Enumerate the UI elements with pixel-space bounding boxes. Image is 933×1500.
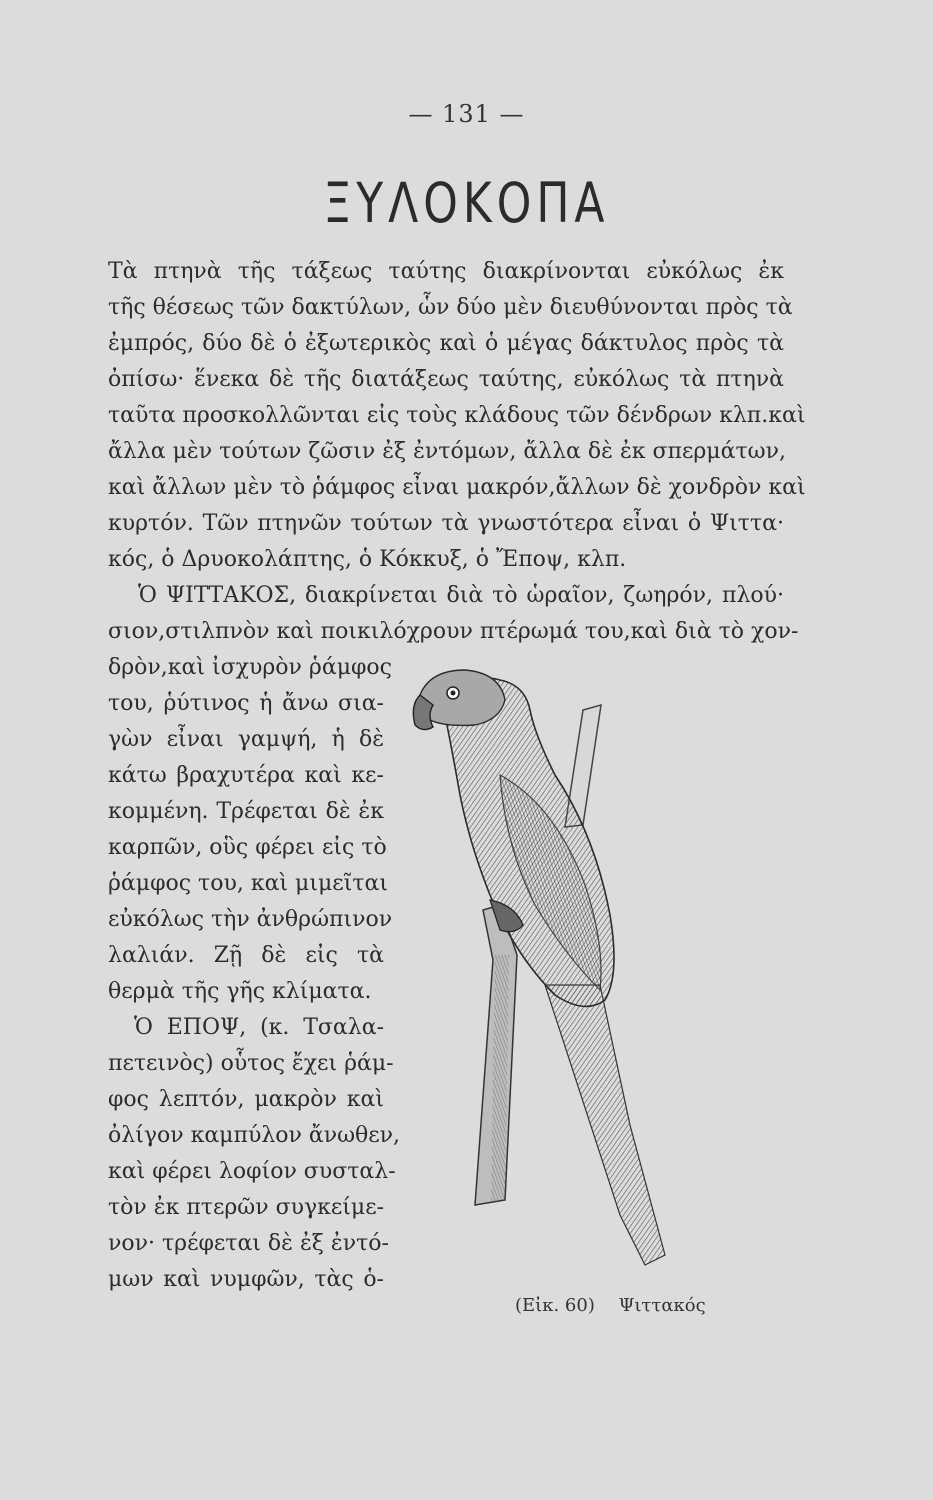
figure (405, 655, 785, 1275)
page-number: — 131 — (408, 100, 525, 128)
text-line: δρὸν,καὶ ἰσχυρὸν ῥάμφος (108, 655, 392, 680)
text-line: λαλιάν. Ζῇ δὲ εἰς τὰ (108, 943, 384, 968)
figure-caption (515, 1295, 724, 1316)
text-line: ὀλίγον καμπύλον ἄνωθεν, (108, 1123, 401, 1148)
figure-name: Ψιττακός (618, 1295, 706, 1316)
text-line: ἄλλα μὲν τούτων ζῶσιν ἐξ ἐντόμων, ἄλλα δὲ ἐκ σπερμάτων, (108, 439, 786, 464)
text-line: Τὰ πτηνὰ τῆς τάξεως ταύτης διακρίνονται εὐκόλως ἐκ (108, 259, 784, 284)
section-heading: ΞΥΛΟΚΟΠΑ (323, 172, 610, 236)
text-line: γὼν εἶναι γαμψή, ἡ δὲ (108, 727, 384, 752)
text-line: τῆς θέσεως τῶν δακτύλων, ὧν δύο μὲν διευθύνονται πρὸς τὰ (108, 295, 793, 320)
text-line: κάτω βραχυτέρα καὶ κε- (108, 763, 384, 788)
text-line: θερμὰ τῆς γῆς κλίματα. (108, 979, 372, 1004)
text-line: νον· τρέφεται δὲ ἐξ ἐντό- (108, 1231, 389, 1256)
text-line: εὐκόλως τὴν ἀνθρώπινον (108, 907, 393, 932)
text-line: σιον,στιλπνὸν καὶ ποικιλόχρουν πτέρωμά του,καὶ διὰ τὸ χον- (108, 619, 799, 644)
figure-number: (Εἰκ. 60) (515, 1295, 595, 1316)
text-line: Ὁ ΕΠΟΨ, (κ. Τσαλα- (134, 1015, 384, 1040)
text-line: ταῦτα προσκολλῶνται εἰς τοὺς κλάδους τῶν δένδρων κλπ.καὶ (108, 403, 806, 428)
text-line: καὶ φέρει λοφίον συσταλ- (108, 1159, 396, 1184)
text-line: καρπῶν, οὓς φέρει εἰς τὸ (108, 835, 387, 860)
text-line: του, ῥύτινος ἡ ἄνω σια- (108, 691, 384, 716)
text-line: πετεινὸς) οὗτος ἔχει ῥάμ- (108, 1051, 394, 1076)
text-line: ἐμπρός, δύο δὲ ὁ ἐξωτερικὸς καὶ ὁ μέγας δάκτυλος πρὸς τὰ (108, 331, 784, 356)
text-line: μων καὶ νυμφῶν, τὰς ὁ- (108, 1267, 384, 1292)
text-line: κός, ὁ Δρυοκολάπτης, ὁ Κόκκυξ, ὁ Ἔποψ, κλπ. (108, 547, 627, 572)
text-line: κομμένη. Τρέφεται δὲ ἐκ (108, 799, 384, 824)
text-line: κυρτόν. Τῶν πτηνῶν τούτων τὰ γνωστότερα εἶναι ὁ Ψιττα· (108, 511, 784, 536)
text-line: καὶ ἄλλων μὲν τὸ ῥάμφος εἶναι μακρόν,ἄλλων δὲ χονδρὸν καὶ (108, 475, 806, 500)
text-line: ὀπίσω· ἕνεκα δὲ τῆς διατάξεως ταύτης, εὐκόλως τὰ πτηνὰ (108, 367, 784, 392)
text-line: Ὁ ΨΙΤΤΑΚΟΣ, διακρίνεται διὰ τὸ ὡραῖον, ζωηρόν, πλού· (138, 583, 784, 608)
text-line: ῥάμφος του, καὶ μιμεῖται (108, 871, 388, 896)
text-line: τὸν ἐκ πτερῶν συγκείμε- (108, 1195, 385, 1220)
parrot-engraving-icon (405, 655, 785, 1275)
text-line: φος λεπτόν, μακρὸν καὶ (108, 1087, 384, 1112)
